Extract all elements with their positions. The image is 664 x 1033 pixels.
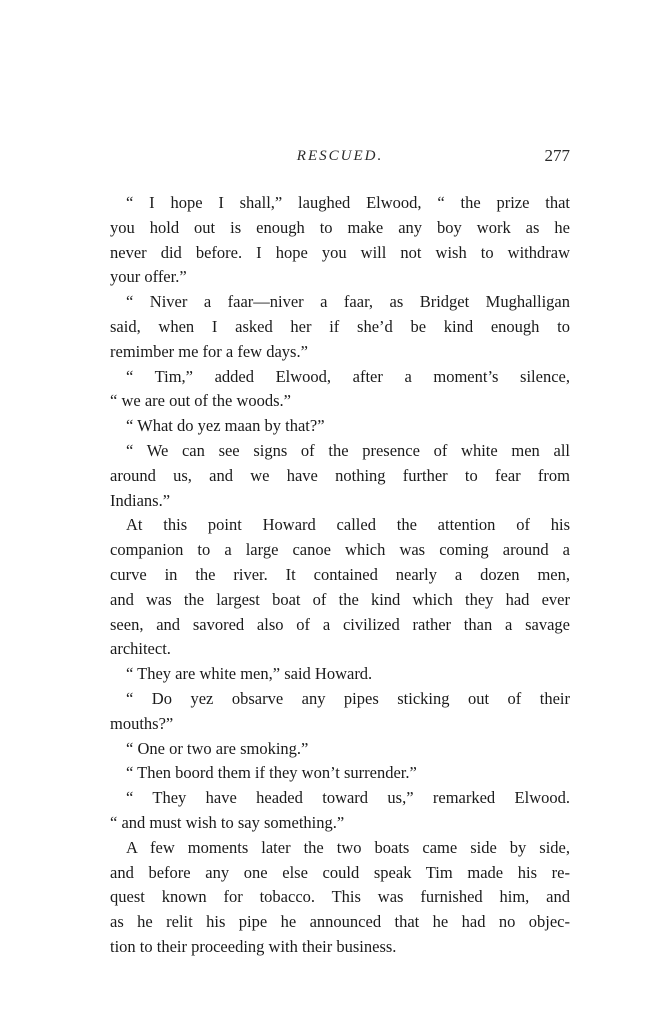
text-line: your offer.” bbox=[110, 267, 187, 287]
text-line: remimber me for a few days.” bbox=[110, 341, 308, 361]
text-line: quest known for tobacco. This was furnished him, and bbox=[110, 887, 570, 907]
text-line: At this point Howard called the attention of his bbox=[126, 515, 570, 535]
text-line: “ One or two are smoking.” bbox=[126, 738, 309, 758]
text-line: “ I hope I shall,” laughed Elwood, “ the prize that bbox=[126, 193, 570, 212]
text-line: never did before. I hope you will not wish to withdraw bbox=[110, 242, 570, 262]
text-line: you hold out is enough to make any boy work as he bbox=[110, 217, 570, 237]
text-line: “ We can see signs of the presence of white men all bbox=[126, 440, 570, 460]
text-line: and before any one else could speak Tim made his re- bbox=[110, 862, 570, 882]
text-line: seen, and savored also of a civilized rather than a savage bbox=[110, 614, 570, 634]
text-line: A few moments later the two boats came side by side, bbox=[126, 837, 570, 857]
text-line: “ Niver a faar—niver a faar, as Bridget Mughalligan bbox=[126, 292, 570, 312]
text-line: around us, and we have nothing further to fear from bbox=[110, 465, 570, 485]
text-line: “ What do yez maan by that?” bbox=[126, 416, 325, 436]
text-line: tion to their proceeding with their business. bbox=[110, 936, 397, 956]
text-line: as he relit his pipe he announced that he had no objec- bbox=[110, 912, 570, 932]
text-line: “ we are out of the woods.” bbox=[110, 391, 291, 411]
body-text bbox=[110, 191, 570, 960]
text-line: curve in the river. It contained nearly a dozen men, bbox=[110, 564, 570, 584]
text-line: said, when I asked her if she’d be kind enough to bbox=[110, 316, 570, 336]
text-line: “ Then boord them if they won’t surrender.” bbox=[126, 763, 417, 783]
running-head: RESCUED. bbox=[296, 148, 384, 164]
text-line: companion to a large canoe which was coming around a bbox=[110, 540, 570, 560]
text-line: “ Do yez obsarve any pipes sticking out of their bbox=[126, 688, 570, 708]
text-line: “ Tim,” added Elwood, after a moment’s silence, bbox=[126, 366, 570, 386]
text-line: “ They are white men,” said Howard. bbox=[126, 664, 373, 684]
text-line: mouths?” bbox=[110, 713, 174, 733]
text-line: Indians.” bbox=[110, 490, 171, 510]
text-line: architect. bbox=[110, 639, 171, 659]
text-line: “ and must wish to say something.” bbox=[110, 812, 345, 832]
page-number: 277 bbox=[544, 146, 570, 165]
text-line: “ They have headed toward us,” remarked Elwood. bbox=[126, 788, 570, 808]
page-header bbox=[110, 148, 570, 170]
text-line: and was the largest boat of the kind which they had ever bbox=[110, 589, 570, 609]
